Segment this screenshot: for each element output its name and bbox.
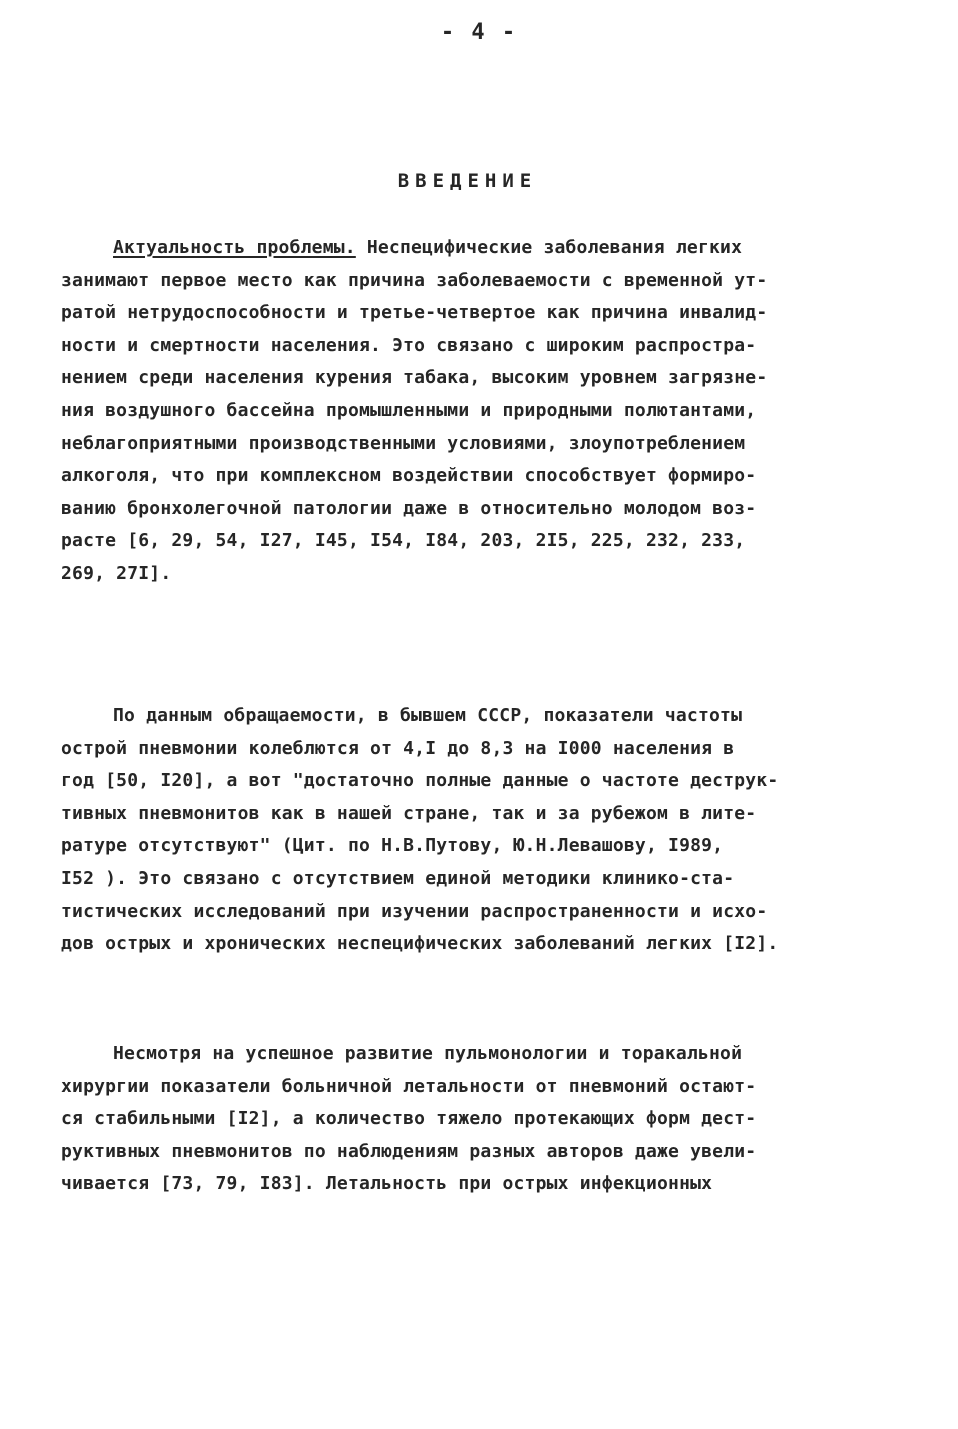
paragraph-line: ности и смертности населения. Это связано с широким распростра- [61, 334, 757, 356]
paragraph-mortality [61, 1038, 901, 1201]
paragraph-line: Несмотря на успешное развитие пульмонологии и торакальной [113, 1043, 743, 1064]
paragraph-line: ратой нетрудоспособности и третье-четвертое как причина инвалид- [61, 302, 768, 324]
paragraph-line: руктивных пневмонитов по наблюдениям разных авторов даже увели- [61, 1140, 757, 1162]
paragraph-line: хирургии показатели больничной летальности от пневмоний остают- [61, 1075, 757, 1097]
paragraph-line: ратуре отсутствуют" (Цит. по Н.В.Путову, Ю.Н.Левашову, I989, [61, 835, 724, 857]
paragraph-lead-heading: Актуальность проблемы. [113, 237, 356, 258]
paragraph-line: ся стабильными [I2], а количество тяжело протекающих форм дест- [61, 1108, 757, 1130]
paragraph-line [61, 232, 901, 265]
paragraph-line: дов острых и хронических неспецифических заболеваний легких [I2]. [61, 933, 779, 955]
page-number: - 4 - [440, 20, 518, 45]
paragraph-line: тивных пневмонитов как в нашей стране, так и за рубежом в лите- [61, 802, 757, 824]
paragraph-relevance [61, 232, 901, 591]
paragraph-line-references: расте [6, 29, 54, I27, I45, I54, I84, 203, 2I5, 225, 232, 233, [61, 530, 746, 552]
paragraph-line: острой пневмонии колеблются от 4,I до 8,3 на I000 населения в [61, 737, 735, 759]
paragraph-line: I52 ). Это связано с отсутствием единой методики клинико-ста- [61, 867, 735, 889]
paragraph-line: занимают первое место как причина заболеваемости с временной ут- [61, 269, 768, 291]
paragraph-incidence [61, 700, 901, 961]
paragraph-line: год [50, I20], а вот "достаточно полные данные о частоте деструк- [61, 770, 779, 792]
paragraph-line: ванию бронхолегочной патологии даже в относительно молодом воз- [61, 497, 757, 519]
paragraph-line: чивается [73, 79, I83]. Летальность при острых инфекционных [61, 1173, 713, 1195]
paragraph-line: неблагоприятными производственными условиями, злоупотреблением [61, 432, 746, 454]
paragraph-line: тистических исследований при изучении распространенности и исхо- [61, 900, 768, 922]
paragraph-line: ния воздушного бассейна промышленными и природными полютантами, [61, 399, 757, 421]
paragraph-line: нением среди населения курения табака, высоким уровнем загрязне- [61, 367, 768, 389]
paragraph-line: алкоголя, что при комплексном воздействии способствует формиро- [61, 465, 757, 487]
paragraph-line-references: 269, 27I]. [61, 562, 172, 584]
paragraph-line: По данным обращаемости, в бывшем СССР, показатели частоты [113, 705, 743, 726]
section-title: ВВЕДЕНИЕ [397, 170, 538, 192]
paragraph-line-text: Неспецифические заболевания легких [355, 237, 743, 258]
